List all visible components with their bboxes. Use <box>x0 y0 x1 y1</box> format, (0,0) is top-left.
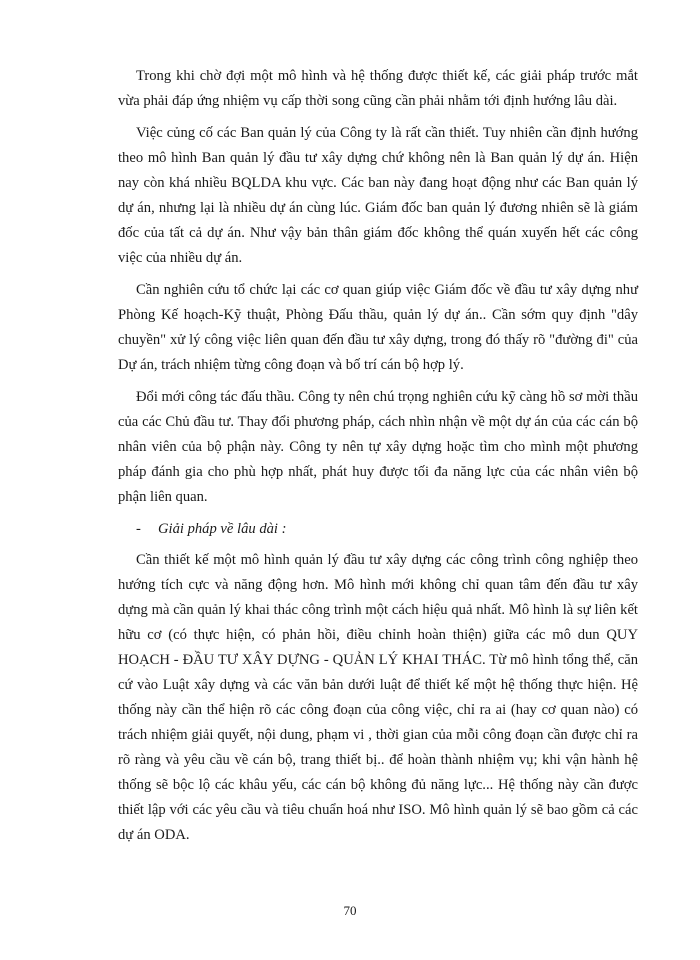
section-heading: Giải pháp về lâu dài : <box>158 521 287 537</box>
paragraph-interim-solutions: Trong khi chờ đợi một mô hình và hệ thống được thiết kế, các giải pháp trước mắt vừa phải đáp ứng nhiệm vụ cấp thời song cũng cần phải nhằm tới định hướng lâu dài. <box>118 68 638 109</box>
page-body <box>118 64 638 855</box>
page-number: 70 <box>343 903 357 918</box>
long-term-heading <box>118 517 638 542</box>
paragraph-reorganization: Cần nghiên cứu tổ chức lại các cơ quan giúp việc Giám đốc về đầu tư xây dựng như Phòng Kế hoạch-Kỹ thuật, Phòng Đấu thầu, quản lý dự án.. Cần sớm quy định "dây chuyền" xử lý công việc liên quan đến đầu tư xây dựng, trong đó thấy rõ "đường đi" của Dự án, trách nhiệm từng công đoạn và bố trí cán bộ hợp lý. <box>118 282 638 373</box>
paragraph-management-boards: Việc củng cố các Ban quản lý của Công ty là rất cần thiết. Tuy nhiên cần định hướng theo mô hình Ban quản lý đầu tư xây dựng chứ không nên là Ban quản lý dự án. Hiện nay còn khá nhiều BQLDA khu vực. Các ban này đang hoạt động như các Ban quản lý dự án, nhưng lại là nhiều dự án cùng lúc. Giám đốc ban quản lý đương nhiên sẽ là giám đốc của tất cả dự án. Như vậy bản thân giám đốc không thể quán xuyến hết các công việc của nhiều dự án. <box>118 125 638 266</box>
paragraph-long-term-model: Cần thiết kế một mô hình quản lý đầu tư xây dựng các công trình công nghiệp theo hướng tích cực và năng động hơn. Mô hình mới không chỉ quan tâm đến đầu tư xây dựng mà cần quản lý khai thác công trình một cách hiệu quả nhất. Mô hình là sự liên kết hữu cơ (có thực hiện, có phản hồi, điều chỉnh hoàn thiện) giữa các mô dun QUY HOẠCH - ĐẦU TƯ XÂY DỰNG - QUẢN LÝ KHAI THÁC. Từ mô hình tổng thể, căn cứ vào Luật xây dựng và các văn bản dưới luật để thiết kế một hệ thống thực hiện. Hệ thống này cần thể hiện rõ các công đoạn của công việc, chỉ ra ai (hay cơ quan nào) có trách nhiệm giải quyết, nội dung, phạm vi , thời gian của mỗi công đoạn cần được chỉ ra rõ ràng và yêu cầu về cán bộ, trang thiết bị.. để hoàn thành nhiệm vụ; khi vận hành hệ thống sẽ bộc lộ các khâu yếu, các cán bộ không đủ năng lực... Hệ thống này cần được thiết lập với các yêu cầu và tiêu chuẩn hoá như ISO. Mô hình quản lý sẽ bao gồm cả các dự án ODA. <box>118 552 638 843</box>
paragraph-bidding-reform: Đổi mới công tác đấu thầu. Công ty nên chú trọng nghiên cứu kỹ càng hồ sơ mời thầu của các Chủ đầu tư. Thay đổi phương pháp, cách nhìn nhận về một dự án của các cán bộ nhân viên của bộ phận này. Công ty nên tự xây dựng hoặc tìm cho mình một phương pháp đánh gia cho phù hợp nhất, phát huy được tối đa năng lực của các nhân viên bộ phận liên quan. <box>118 389 638 505</box>
bullet-dash: - <box>136 521 141 537</box>
